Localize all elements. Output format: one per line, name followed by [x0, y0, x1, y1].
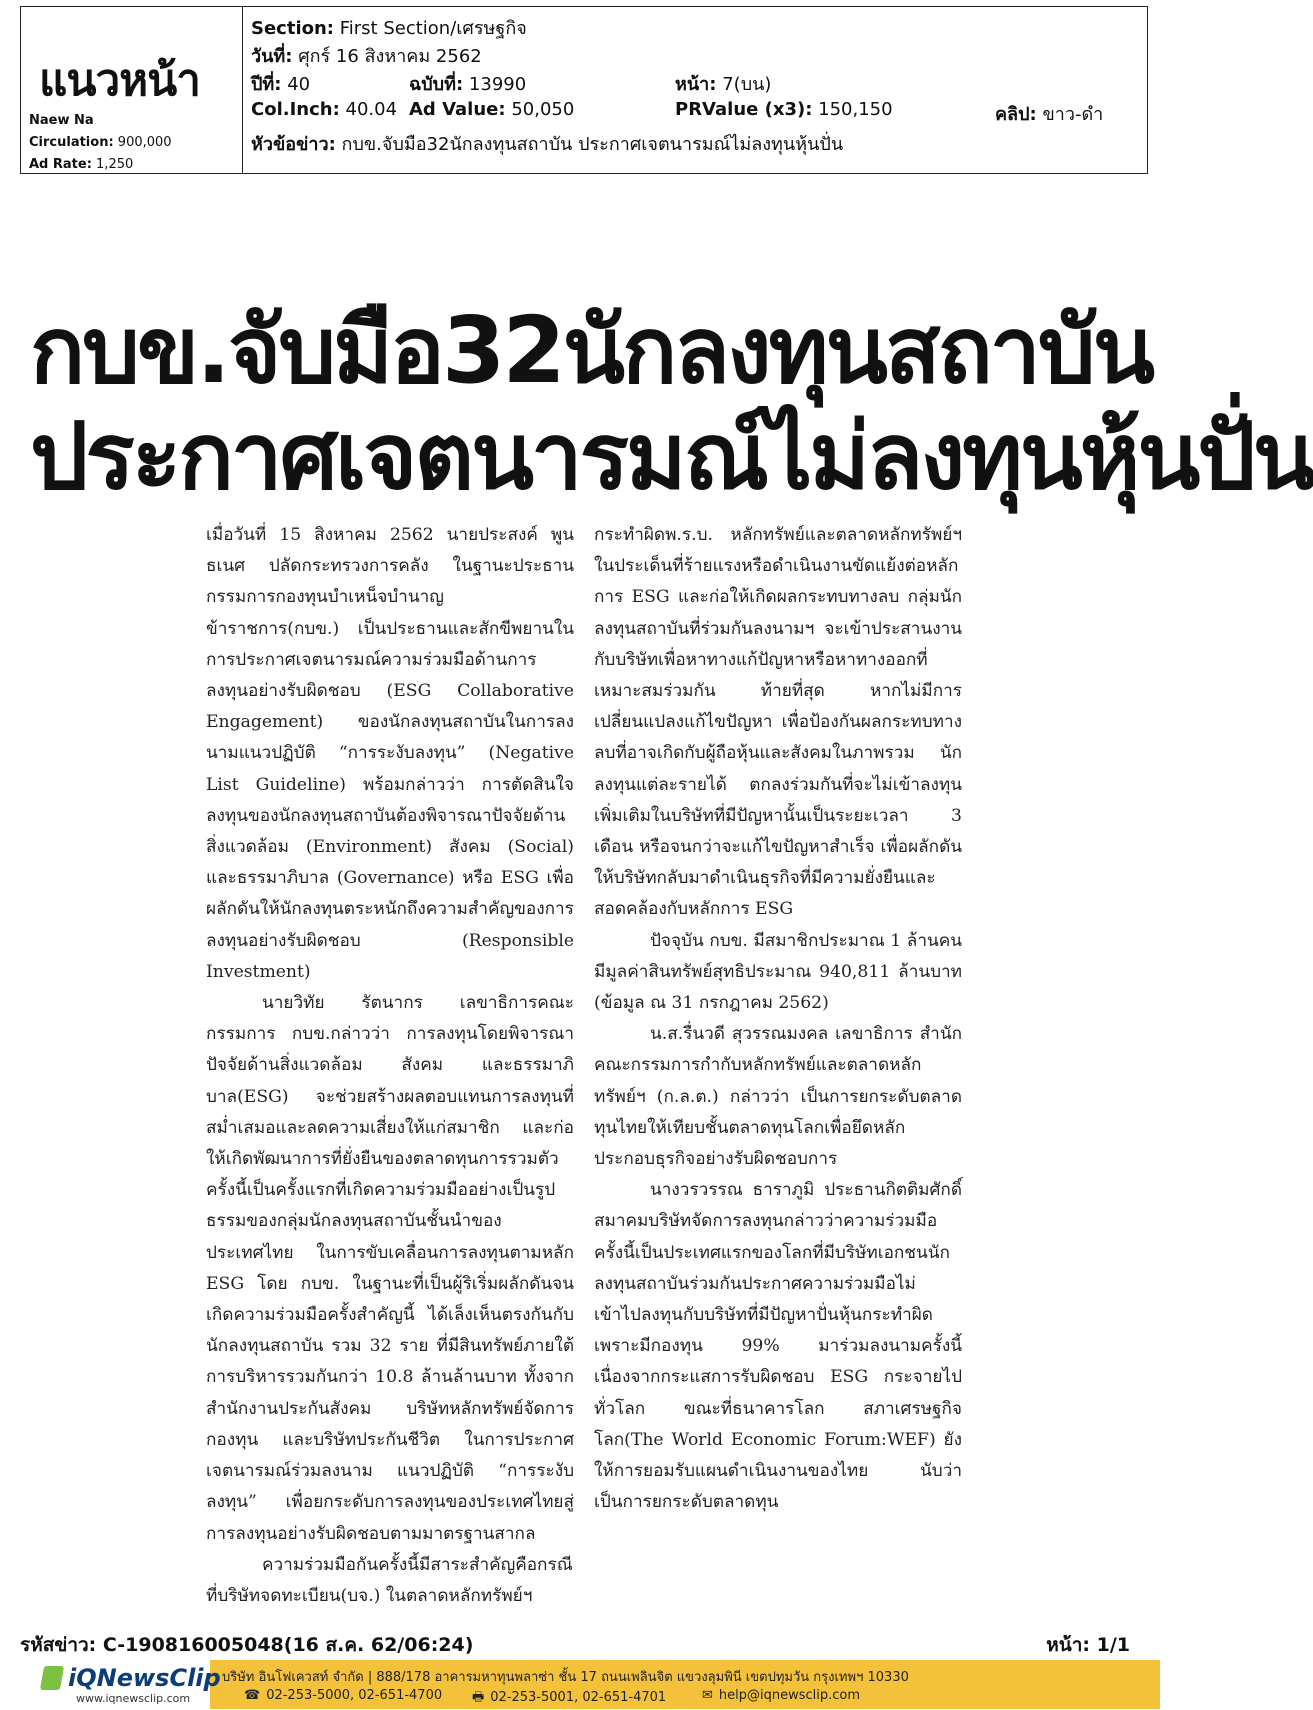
circulation: Circulation: 900,000 — [29, 135, 172, 150]
logo-text: iQNewsClip — [68, 1664, 221, 1692]
advalue-field: Ad Value: 50,050 — [409, 99, 575, 120]
article-column-1 — [206, 520, 574, 1612]
publication-logo: แนวหน้า — [39, 55, 200, 106]
article-column-2 — [594, 520, 962, 1519]
paragraph: น.ส.รื่นวดี สุวรรณมงคล เลขาธิการ สำนักคณะกรรมการกำกับหลักทรัพย์และตลาดหลักทรัพย์ฯ (ก.ล.ต.) กล่าวว่า เป็นการยกระดับตลาดทุนไทยให้เทียบชั้นตลาดทุนโลกเพื่อยึดหลักประกอบธุรกิจอย่างรับผิดชอบการ — [594, 1024, 962, 1170]
phone-info: ☎ 02-253-5000, 02-651-4700 — [244, 1688, 443, 1703]
section-row: Section: First Section/เศรษฐกิจ — [251, 18, 527, 39]
paragraph: กระทำผิดพ.ร.บ. หลักทรัพย์และตลาดหลักทรัพย์ฯ ในประเด็นที่ร้ายแรงหรือดำเนินงานขัดแย้งต่อหลักการ ESG และก่อให้เกิดผลกระทบทางลบ กลุ่มนักลงทุนสถาบันที่ร่วมกันลงนามฯ จะเข้าประสานงานกับบริษัทเพื่อหาทางแก้ปัญหาหรือหาทางออกที่เหมาะสมร่วมกัน ท้ายที่สุด หากไม่มีการเปลี่ยนแปลงแก้ไขปัญหา เพื่อป้องกันผลกระทบทางลบที่อาจเกิดกับผู้ถือหุ้นและสังคมในภาพรวม นักลงทุนแต่ละรายได้ ตกลงร่วมกันที่จะไม่เข้าลงทุนเพิ่มเติมในบริษัทที่มีปัญหานั้นเป็นระยะเวลา 3 เดือน หรือจนกว่าจะแก้ไขปัญหาสำเร็จ เพื่อผลักดันให้บริษัทกลับมาดำเนินธุรกิจที่มีความยั่งยืนและสอดคล้องกับหลักการ ESG — [594, 525, 962, 920]
phone-icon: ☎ — [244, 1688, 261, 1703]
colinch-field: Col.Inch: 40.04 — [251, 99, 398, 120]
email-info[interactable]: ✉ help@iqnewsclip.com — [702, 1688, 861, 1703]
paragraph: ความร่วมมือกันครั้งนี้มีสาระสำคัญคือกรณีที่บริษัทจดทะเบียน(บจ.) ในตลาดหลักทรัพย์ฯ — [206, 1554, 573, 1606]
clip-metadata — [251, 7, 1147, 173]
fax-info: 🖶 02-253-5001, 02-651-4701 — [472, 1688, 666, 1710]
envelope-icon: ✉ — [702, 1688, 713, 1703]
logo-url[interactable]: www.iqnewsclip.com — [76, 1692, 191, 1705]
prvalue-field: PRValue (x3): 150,150 — [675, 99, 893, 120]
year-field: ปีที่: 40 — [251, 74, 311, 95]
logo-mark-icon — [40, 1666, 64, 1690]
paragraph: เมื่อวันที่ 15 สิงหาคม 2562 นายประสงค์ พูนธเนศ ปลัดกระทรวงการคลัง ในฐานะประธานกรรมการกองทุนบำเหน็จบำนาญข้าราชการ(กบข.) เป็นประธานและสักขีพยานในการประกาศเจตนารมณ์ความร่วมมือด้านการลงทุนอย่างรับผิดชอบ (ESG Collaborative Engagement) ของนักลงทุนสถาบันในการลงนามแนวปฏิบัติ “การระงับลงทุน” (Negative List Guideline) พร้อมกล่าวว่า การตัดสินใจลงทุนของนักลงทุนสถาบันต้องพิจารณาปัจจัยด้านสิ่งแวดล้อม (Environment) สังคม (Social) และธรรมาภิบาล (Governance) หรือ ESG เพื่อผลักดันให้นักลงทุนตระหนักถึงความสำคัญของการลงทุนอย่างรับผิดชอบ (Responsible Investment) — [206, 525, 574, 982]
publication-panel — [21, 7, 243, 173]
footer-bar — [0, 1660, 1160, 1709]
headline-line-2: ประกาศเจตนารมณ์ไม่ลงทุนหุ้นปั่น — [30, 403, 1313, 510]
paragraph: นางวรวรรณ ธาราภูมิ ประธานกิตติมศักดิ์สมาคมบริษัทจัดการลงทุนกล่าวว่าความร่วมมือครั้งนี้เป็นประเทศแรกของโลกที่มีบริษัทเอกชนนักลงทุนสถาบันร่วมกันประกาศความร่วมมือไม่เข้าไปลงทุนกับบริษัทที่มีปัญหาปั่นหุ้นกระทำผิด เพราะมีกองทุน 99% มาร่วมลงนามครั้งนี้ เนื่องจากกระแสการรับผิดชอบ ESG กระจายไปทั่วโลก ขณะที่ธนาคารโลก สภาเศรษฐกิจโลก(The World Economic Forum:WEF) ยังให้การยอมรับแผนดำเนินงานของไทย นับว่าเป็นการยกระดับตลาดทุน — [594, 1180, 962, 1513]
clip-header — [20, 6, 1148, 174]
paragraph: นายวิทัย รัตนากร เลขาธิการคณะกรรมการ กบข.กล่าวว่า การลงทุนโดยพิจารณาปัจจัยด้านสิ่งแวดล้อม สังคม และธรรมาภิบาล(ESG) จะช่วยสร้างผลตอบแทนการลงทุนที่สม่ำเสมอและลดความเสี่ยงให้แก่สมาชิก และก่อให้เกิดพัฒนาการที่ยั่งยืนของตลาดทุนการรวมตัวครั้งนี้เป็นครั้งแรกที่เกิดความร่วมมืออย่างเป็นรูปธรรมของกลุ่มนักลงทุนสถาบันชั้นนำของประเทศไทย ในการขับเคลื่อนการลงทุนตามหลัก ESG โดย กบข. ในฐานะที่เป็นผู้ริเริ่มผลักดันจนเกิดความร่วมมือครั้งสำคัญนี้ ได้เล็งเห็นตรงกันกับนักลงทุนสถาบัน รวม 32 ราย ที่มีสินทรัพย์ภายใต้การบริหารรวมกันกว่า 10.8 ล้านล้านบาท ทั้งจากสำนักงานประกันสังคม บริษัทหลักทรัพย์จัดการกองทุน และบริษัทประกันชีวิต ในการประกาศเจตนารมณ์ร่วมลงนาม แนวปฏิบัติ “การระงับลงทุน” เพื่อยกระดับการลงทุนของประเทศไทยสู่การลงทุนอย่างรับผิดชอบตามมาตรฐานสากล — [206, 993, 574, 1544]
printer-icon: 🖶 — [472, 1690, 485, 1705]
paragraph: ปัจจุบัน กบข. มีสมาชิกประมาณ 1 ล้านคน มีมูลค่าสินทรัพย์สุทธิประมาณ 940,811 ล้านบาท (ข้อมูล ณ 31 กรกฎาคม 2562) — [594, 930, 962, 1014]
page-field: หน้า: 7(บน) — [675, 74, 772, 95]
page-count: หน้า: 1/1 — [1046, 1634, 1130, 1656]
iqnewsclip-logo[interactable] — [0, 1660, 221, 1709]
issue-field: ฉบับที่: 13990 — [409, 74, 527, 95]
headline-line-1: กบข.จับมือ32นักลงทุนสถาบัน — [30, 297, 1153, 404]
news-code: รหัสข่าว: C-190816005048(16 ส.ค. 62/06:24) — [20, 1634, 474, 1656]
clip-field: คลิป: ขาว-ดำ — [995, 104, 1104, 125]
publication-name: Naew Na — [29, 113, 94, 128]
date-row: วันที่: ศุกร์ 16 สิงหาคม 2562 — [251, 46, 482, 67]
company-address: บริษัท อินโฟเควสท์ จำกัด | 888/178 อาคารมหาทุนพลาซ่า ชั้น 17 ถนนเพลินจิต แขวงลุมพินี เขตปทุมวัน กรุงเทพฯ 10330 — [222, 1670, 909, 1685]
headline-row: หัวข้อข่าว: กบข.จับมือ32นักลงทุนสถาบัน ประกาศเจตนารมณ์ไม่ลงทุนหุ้นปั่น — [251, 134, 844, 155]
ad-rate: Ad Rate: 1,250 — [29, 157, 134, 172]
